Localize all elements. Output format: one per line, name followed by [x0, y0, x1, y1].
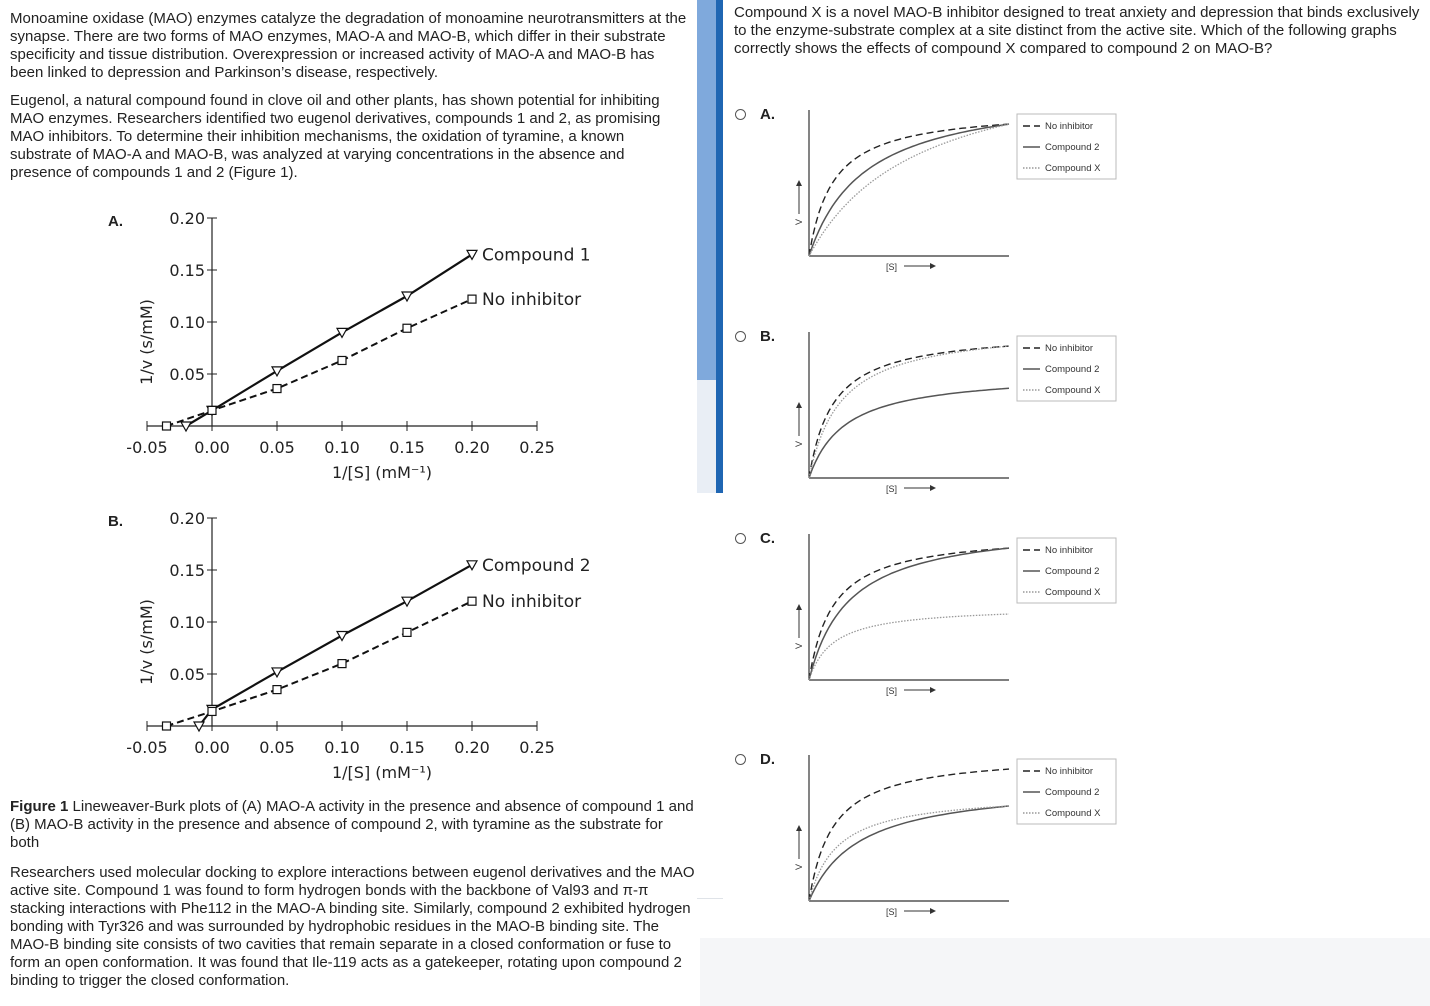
- x-axis-arrowhead-icon: [930, 908, 936, 914]
- option-label: B.: [760, 328, 775, 345]
- passage-paragraph-3: Researchers used molecular docking to explore interactions between eugenol derivatives and the MAO active site. Compound 1 was found to form hydrogen bonds with the backbone of Val93 and π-π stacking interactions with Phe112 in the MAO-A binding site. Similarly, compound 2 exhibited hydrogen bonding with Tyr326 and was surrounded by hydrophobic residues in the MAO-B binding site. The MAO-B binding site consists of two cavities that remain separate in a closed conformation or fuse to form an open conformation. It was found that Ile-119 acts as a gatekeeper, rotating upon compound 2 binding to trigger the closed conformation.: [10, 864, 695, 989]
- data-point-triangle: [337, 632, 347, 641]
- y-axis-label: V: [794, 440, 804, 448]
- legend-label: Compound 2: [1045, 566, 1100, 577]
- data-point-square: [338, 660, 346, 668]
- data-point-square: [273, 686, 281, 694]
- legend-label: Compound X: [1045, 385, 1101, 396]
- legend-label: No inhibitor: [1045, 121, 1094, 132]
- x-axis-label: [S]: [886, 686, 898, 696]
- data-point-square: [208, 406, 216, 414]
- answer-option-b[interactable]: [735, 328, 775, 345]
- series-label: Compound 1: [482, 245, 591, 266]
- panel-label: B.: [108, 513, 123, 530]
- x-tick-label: 0.05: [259, 438, 295, 457]
- y-tick-label: 0.20: [169, 209, 205, 228]
- data-point-square: [338, 356, 346, 364]
- x-tick-label: 0.00: [194, 438, 230, 457]
- option-c-graph: [780, 528, 1125, 698]
- divider-line: [697, 898, 723, 899]
- x-tick-label: 0.20: [454, 438, 490, 457]
- data-point-triangle: [402, 597, 412, 606]
- question-stem: Compound X is a novel MAO-B inhibitor designed to treat anxiety and depression that binds exclusively to the enzyme-substrate complex at a site distinct from the active site. Which of the following graphs correctly shows the effects of compound X compared to compound 2 on MAO-B?: [734, 4, 1420, 57]
- curve-compound-2: [809, 548, 1009, 680]
- footer-area: [700, 938, 1430, 1006]
- x-axis-arrowhead-icon: [930, 687, 936, 693]
- x-tick-label: 0.15: [389, 738, 425, 757]
- figure-caption-text: Lineweaver-Burk plots of (A) MAO-A activity in the presence and absence of compound 1 and (B) MAO-B activity in the presence and absence of compound 2, with tyramine as the substrate for both: [10, 798, 694, 851]
- y-axis-label: 1/v (s/mM): [137, 599, 156, 685]
- legend-label: Compound X: [1045, 587, 1101, 598]
- legend-label: Compound 2: [1045, 142, 1100, 153]
- curve-no-inhibitor: [809, 346, 1009, 478]
- y-tick-label: 0.10: [169, 313, 205, 332]
- passage-paragraph-2: Eugenol, a natural compound found in clove oil and other plants, has shown potential for inhibiting MAO enzymes. Researchers identified two eugenol derivatives, compounds 1 and 2, as promising MAO inhibitors. To determine their inhibition mechanisms, the oxidation of tyramine, a known substrate of MAO-A and MAO-B, was analyzed at varying concentrations in the absence and presence of compounds 1 and 2 (Figure 1).: [10, 92, 661, 181]
- legend-label: Compound X: [1045, 163, 1101, 174]
- y-axis-label: V: [794, 218, 804, 226]
- data-point-square: [163, 722, 171, 730]
- y-tick-label: 0.20: [169, 509, 205, 528]
- y-axis-label: V: [794, 642, 804, 650]
- data-point-triangle: [467, 561, 477, 570]
- x-axis-label: [S]: [886, 484, 898, 494]
- passage-paragraph-1: Monoamine oxidase (MAO) enzymes catalyze the degradation of monoamine neurotransmitters at the synapse. There are two forms of MAO enzymes, MAO-A and MAO-B, which differ in their substrate specificity and tissue distribution. Overexpression or increased activity of MAO-A and MAO-B has been linked to depression and Parkinson’s disease, respectively.: [10, 10, 687, 81]
- data-point-triangle: [337, 328, 347, 337]
- y-tick-label: 0.15: [169, 561, 205, 580]
- x-tick-label: 0.10: [324, 438, 360, 457]
- x-tick-label: 0.25: [519, 438, 555, 457]
- x-tick-label: 0.25: [519, 738, 555, 757]
- option-d-graph: [780, 749, 1125, 919]
- y-tick-label: 0.10: [169, 613, 205, 632]
- y-axis-label: V: [794, 863, 804, 871]
- option-a-graph: [780, 104, 1125, 274]
- series-line-inhibitor: [186, 254, 472, 426]
- data-point-square: [403, 324, 411, 332]
- x-tick-label: -0.05: [126, 738, 168, 757]
- option-label: C.: [760, 530, 775, 547]
- pane-divider[interactable]: [716, 0, 723, 493]
- series-label: No inhibitor: [482, 592, 582, 613]
- passage-scrollbar-thumb[interactable]: [697, 0, 716, 380]
- figure-caption-label: Figure 1: [10, 798, 69, 815]
- data-point-triangle: [467, 250, 477, 259]
- series-label: No inhibitor: [482, 290, 582, 311]
- option-b-graph: [780, 326, 1125, 496]
- curve-no-inhibitor: [809, 124, 1009, 256]
- y-axis-label: 1/v (s/mM): [137, 299, 156, 385]
- legend-label: No inhibitor: [1045, 545, 1094, 556]
- x-axis-label: [S]: [886, 907, 898, 917]
- curve-compound-x: [809, 614, 1009, 680]
- x-tick-label: 0.20: [454, 738, 490, 757]
- x-tick-label: 0.00: [194, 738, 230, 757]
- curve-no-inhibitor: [809, 769, 1009, 901]
- curve-compound-x: [809, 806, 1009, 901]
- data-point-square: [468, 295, 476, 303]
- curve-compound-2: [809, 806, 1009, 901]
- radio-button-icon[interactable]: [735, 533, 746, 544]
- answer-option-a[interactable]: [735, 106, 775, 123]
- data-point-triangle: [402, 292, 412, 301]
- data-point-square: [468, 597, 476, 605]
- data-point-triangle: [272, 367, 282, 376]
- legend-label: No inhibitor: [1045, 766, 1094, 777]
- legend-label: Compound X: [1045, 808, 1101, 819]
- data-point-triangle: [272, 668, 282, 677]
- answer-option-d[interactable]: [735, 751, 775, 768]
- x-tick-label: 0.15: [389, 438, 425, 457]
- x-tick-label: 0.05: [259, 738, 295, 757]
- figure-caption: [10, 798, 695, 852]
- lineweaver-burk-plot-a: [100, 200, 620, 490]
- y-tick-label: 0.05: [169, 365, 205, 384]
- y-axis-arrowhead-icon: [796, 180, 802, 186]
- y-tick-label: 0.15: [169, 261, 205, 280]
- lineweaver-burk-plot-b: [100, 500, 620, 790]
- x-axis-arrowhead-icon: [930, 485, 936, 491]
- radio-button-icon[interactable]: [735, 754, 746, 765]
- data-point-square: [163, 422, 171, 430]
- x-axis-arrowhead-icon: [930, 263, 936, 269]
- curve-compound-x: [809, 124, 1009, 256]
- option-label: D.: [760, 751, 775, 768]
- answer-option-c[interactable]: [735, 530, 775, 547]
- y-axis-arrowhead-icon: [796, 604, 802, 610]
- radio-button-icon[interactable]: [735, 331, 746, 342]
- y-tick-label: 0.05: [169, 665, 205, 684]
- curve-compound-x: [809, 346, 1009, 478]
- legend-label: Compound 2: [1045, 787, 1100, 798]
- x-axis-label: 1/[S] (mM⁻¹): [331, 463, 433, 482]
- x-axis-label: 1/[S] (mM⁻¹): [331, 763, 433, 782]
- curve-compound-2: [809, 124, 1009, 256]
- panel-label: A.: [108, 213, 123, 230]
- curve-no-inhibitor: [809, 548, 1009, 680]
- y-axis-arrowhead-icon: [796, 825, 802, 831]
- data-point-square: [208, 707, 216, 715]
- y-axis-arrowhead-icon: [796, 402, 802, 408]
- series-label: Compound 2: [482, 555, 591, 576]
- legend-label: No inhibitor: [1045, 343, 1094, 354]
- data-point-square: [403, 628, 411, 636]
- curve-compound-2: [809, 388, 1009, 478]
- radio-button-icon[interactable]: [735, 109, 746, 120]
- option-label: A.: [760, 106, 775, 123]
- legend-label: Compound 2: [1045, 364, 1100, 375]
- data-point-square: [273, 385, 281, 393]
- x-axis-label: [S]: [886, 262, 898, 272]
- x-tick-label: 0.10: [324, 738, 360, 757]
- x-tick-label: -0.05: [126, 438, 168, 457]
